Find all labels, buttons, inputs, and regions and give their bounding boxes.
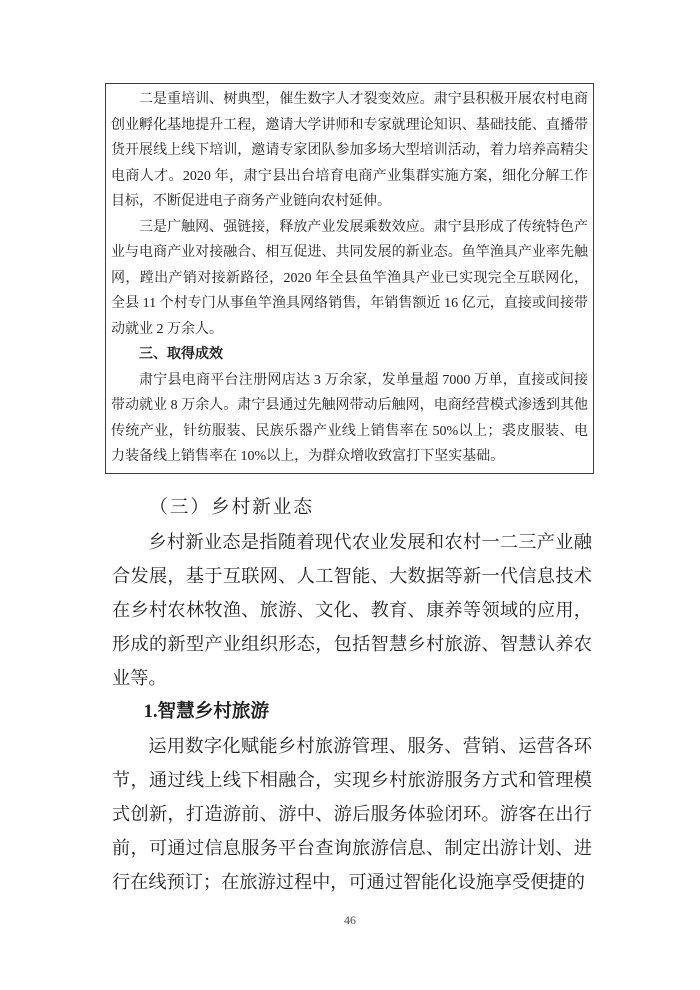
section-heading-rural-new-business: （三）乡村新业态 [149,497,314,518]
box-heading-achievements: 三、取得成效 [139,347,223,362]
page-number: 46 [344,913,356,927]
subsection-heading-smart-rural-tourism: 1.智慧乡村旅游 [143,701,270,722]
case-paragraph-achievements: 肃宁县电商平台注册网店达 3 万余家，发单量超 7000 万单，直接或间接带动就业 8 万余人。肃宁县通过先触网带动后触网，电商经营模式渗透到其他传统产业，针纺服装、民族乐器产业线上销售率在 50%以上；裘皮服装、电力装备线上销售率在 10%以上，为群众增收致富打下坚实基础。 [111,372,588,464]
case-paragraph-industry-link: 三是广触网、强链接，释放产业发展乘数效应。肃宁县形成了传统特色产业与电商产业对接融合、相互促进、共同发展的新业态。鱼竿渔具产业率先触网，蹚出产销对接新路径，2020 年全县鱼竿渔具产业已实现完全互联网化，全县 11 个村专门从事鱼竿渔具网络销售，年销售额近 16 亿元，直接或间接带动就业 2 万余人。 [111,219,588,337]
subsection-paragraph-smart-tourism: 运用数字化赋能乡村旅游管理、服务、营销、运营各环节，通过线上线下相融合，实现乡村旅游服务方式和管理模式创新，打造游前、游中、游后服务体验闭环。游客在出行前，可通过信息服务平台查询旅游信息、制定出游计划、进行在线预订；在旅游过程中，可通过智能化设施享受便捷的 [112,736,592,892]
case-paragraph-training: 二是重培训、树典型，催生数字人才裂变效应。肃宁县积极开展农村电商创业孵化基地提升工程，邀请大学讲师和专家就理论知识、基础技能、直播带货开展线上线下培训，邀请专家团队参加多场大型培训活动，着力培养高精尖电商人才。2020 年，肃宁县出台培育电商产业集群实施方案，细化分解工作目标，不断促进电子商务产业链向农村延伸。 [111,92,588,209]
main-text-block [112,491,592,899]
case-study-box [105,83,594,474]
section-paragraph-definition: 乡村新业态是指随着现代农业发展和农村一二三产业融合发展，基于互联网、人工智能、大数据等新一代信息技术在乡村农林牧渔、旅游、文化、教育、康养等领域的应用，形成的新型产业组织形态，包括智慧乡村旅游、智慧认养农业等。 [112,532,592,688]
